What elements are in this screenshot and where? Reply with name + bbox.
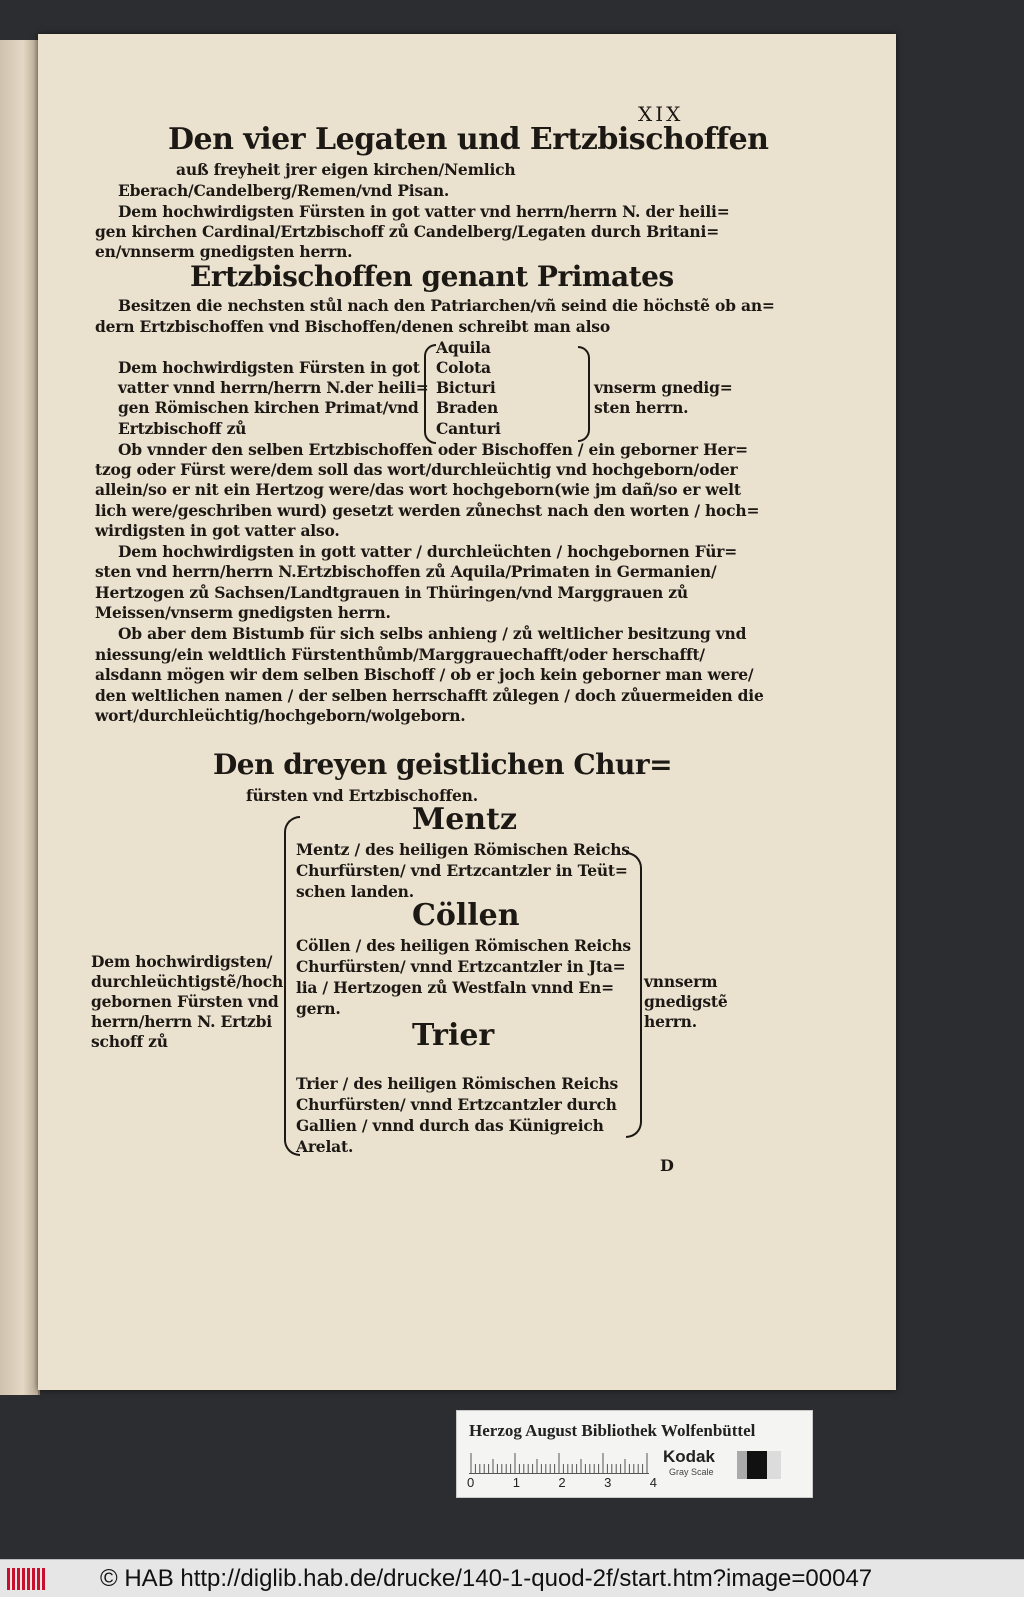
text-line: den weltlichen namen / der selben herrschafft zůlegen / doch zůuermeiden die [95, 686, 764, 705]
address-left-line: Ertzbischoff zů [118, 419, 247, 438]
address-left-line: Dem hochwirdigsten Fürsten in got [118, 358, 420, 377]
hab-logo-icon [6, 1566, 48, 1592]
address-left-line: herrn/herrn N. Ertzbi [91, 1012, 272, 1031]
ruler-number: 1 [512, 1475, 520, 1490]
text-line: Eberach/Candelberg/Remen/vnd Pisan. [118, 181, 450, 200]
text-line: Besitzen die nechsten stůl nach den Patriarchen/vñ seind die höchstẽ ob an= [118, 296, 775, 315]
text-line: niessung/ein weldtlich Fürstenthůmb/Marggrauechafft/oder herschafft/ [95, 645, 705, 664]
light-swatch [767, 1451, 781, 1479]
text-line: gen kirchen Cardinal/Ertzbischoff zů Candelberg/Legaten durch Britani= [95, 222, 719, 241]
address-left-line: schoff zů [91, 1032, 168, 1051]
footer-bar [0, 1559, 1024, 1597]
ruler-number: 2 [558, 1475, 566, 1490]
text-line: Meissen/vnserm gnedigsten herrn. [95, 603, 391, 622]
coellen-line: gern. [296, 999, 341, 1018]
city-title-trier: Trier [412, 1018, 495, 1053]
city-title-coellen: Cöllen [412, 898, 520, 933]
kodak-brand: Kodak [663, 1447, 715, 1466]
text-line: Dem hochwirdigsten Fürsten in got vatter vnd herrn/herrn N. der heili= [118, 202, 730, 221]
text-line: sten vnd herrn/herrn N.Ertzbischoffen zů Aquila/Primaten in Germanien/ [95, 562, 717, 581]
see-name: Braden [436, 398, 499, 417]
address-left-line: Dem hochwirdigsten/ [91, 952, 273, 971]
address-left-line: vatter vnnd herrn/herrn N.der heili= [118, 378, 429, 397]
scale-ruler [469, 1451, 649, 1474]
text-line: auß freyheit jrer eigen kirchen/Nemlich [176, 160, 516, 179]
folio-number: XIX [638, 102, 684, 126]
see-name: Colota [436, 358, 491, 377]
text-line: alsdann mögen wir dem selben Bischoff / ob er joch kein geborner man were/ [95, 665, 754, 684]
address-left-line: durchleüchtigstẽ/hoch [91, 972, 284, 991]
gray-swatch [737, 1451, 747, 1479]
see-name: Aquila [436, 338, 491, 357]
city-title-mentz: Mentz [412, 802, 517, 837]
mentz-line: Mentz / des heiligen Römischen Reichs [296, 840, 630, 859]
mentz-line: schen landen. [296, 882, 414, 901]
ruler-number: 3 [604, 1475, 612, 1490]
trier-line: Arelat. [296, 1137, 354, 1156]
coellen-line: lia / Hertzogen zů Westfaln vnnd En= [296, 978, 614, 997]
text-line: tzog oder Fürst were/dem soll das wort/durchleüchtig vnd hochgeborn/oder [95, 460, 738, 479]
address-right-line: vnserm gnedig= [594, 378, 733, 397]
text-line: wirdigsten in got vatter also. [95, 521, 340, 540]
coellen-line: Churfürsten/ vnnd Ertzcantzler in Jta= [296, 957, 626, 976]
coellen-line: Cöllen / des heiligen Römischen Reichs [296, 936, 631, 955]
mentz-line: Churfürsten/ vnd Ertzcantzler in Teüt= [296, 861, 628, 880]
card-title: Herzog August Bibliothek Wolfenbüttel [469, 1421, 756, 1440]
section-subheading: fürsten vnd Ertzbischoffen. [246, 786, 478, 805]
left-brace [424, 344, 436, 444]
trier-line: Churfürsten/ vnnd Ertzcantzler durch [296, 1095, 617, 1114]
footer-url-text: © HAB http://diglib.hab.de/drucke/140-1-quod-2f/start.htm?image=00047 [100, 1565, 873, 1592]
ruler-number: 4 [649, 1475, 657, 1490]
address-right-line: sten herrn. [594, 398, 689, 417]
address-left-line: gen Römischen kirchen Primat/vnd [118, 398, 419, 417]
text-line: Ob aber dem Bistumb für sich selbs anhieng / zů weltlicher besitzung vnd [118, 624, 747, 643]
trier-line: Trier / des heiligen Römischen Reichs [296, 1074, 619, 1093]
text-line: Dem hochwirdigsten in gott vatter / durchleüchten / hochgebornen Für= [118, 542, 738, 561]
ruler-number: 0 [467, 1475, 475, 1490]
facing-page-edge [0, 40, 40, 1395]
book-page [38, 34, 896, 1390]
color-reference-card [456, 1410, 813, 1498]
ruler-numbers [467, 1475, 657, 1490]
address-right-line: herrn. [644, 1012, 697, 1031]
text-line: Ob vnnder den selben Ertzbischoffen oder Bischoffen / ein geborner Her= [118, 440, 748, 459]
signature-mark: D [660, 1156, 674, 1175]
text-line: dern Ertzbischoffen vnd Bischoffen/denen schreibt man also [95, 317, 610, 336]
section-heading-legaten: Den vier Legaten und Ertzbischoffen [168, 122, 769, 157]
gray-scale-label: Gray Scale [669, 1467, 714, 1477]
trier-line: Gallien / vnnd durch das Künigreich [296, 1116, 604, 1135]
see-name: Bicturi [436, 378, 496, 397]
right-brace [578, 346, 590, 442]
right-brace-large [626, 852, 642, 1138]
black-swatch [747, 1451, 767, 1479]
text-line: allein/so er nit ein Hertzog were/das wort hochgeborn(wie jm dañ/so er welt [95, 480, 741, 499]
text-line: en/vnnserm gnedigsten herrn. [95, 242, 353, 261]
text-line: wort/durchleüchtig/hochgeborn/wolgeborn. [95, 706, 466, 725]
text-line: lich were/geschriben wurd) gesetzt werden zůnechst nach den worten / hoch= [95, 501, 760, 520]
text-line: Hertzogen zů Sachsen/Landtgrauen in Thüringen/vnd Marggrauen zů [95, 583, 688, 602]
ruler-ticks [469, 1451, 649, 1473]
section-heading-churfuersten: Den dreyen geistlichen Chur= [213, 748, 673, 781]
address-right-line: vnnserm [644, 972, 718, 991]
see-name: Canturi [436, 419, 501, 438]
address-left-line: gebornen Fürsten vnd [91, 992, 279, 1011]
section-heading-primates: Ertzbischoffen genant Primates [190, 260, 674, 293]
address-right-line: gnedigstẽ [644, 992, 728, 1011]
